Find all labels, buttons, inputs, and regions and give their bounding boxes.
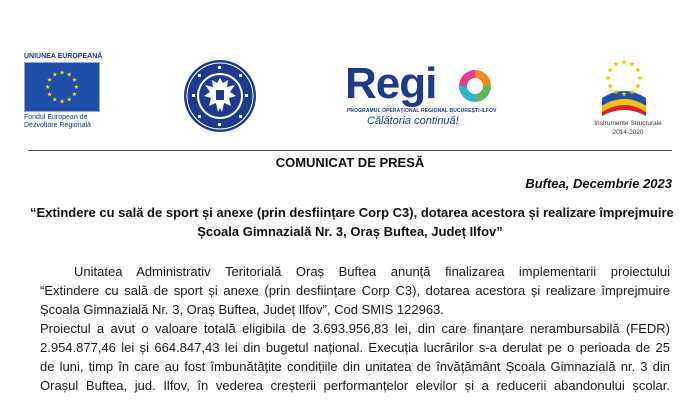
body-line: Școala Gimnazială Nr. 3, Oraș Buftea, Județ Ilfov”, Cod SMIS 122963. xyxy=(40,302,444,317)
eu-caption: UNIUNEA EUROPEANĂ xyxy=(24,53,103,60)
eu-fund-line: Dezvoltare Regională xyxy=(24,122,91,129)
regio-program-name: PROGRAMUL OPERAȚIONAL REGIONAL BUCUREȘTI-ILFOV xyxy=(347,108,497,114)
eu-flag-icon xyxy=(24,62,100,112)
star-icon xyxy=(621,59,627,64)
star-icon xyxy=(607,83,613,88)
eu-fund-line: Fondul European de xyxy=(24,114,88,121)
headline-line: “Extindere cu sală de sport și anexe (prin desființare Corp C3), dotarea acestora și realizare împrejmuire xyxy=(30,205,674,220)
romanian-government-seal-icon xyxy=(182,58,258,134)
star-icon xyxy=(605,75,611,80)
body-line: de luni, timp în care au fost îmbunătățite condițiile din unitatea de învățământ Școala Gimnazială nr. 3 din xyxy=(40,359,670,374)
star-icon xyxy=(635,67,641,72)
star-icon xyxy=(637,75,643,80)
star-icon xyxy=(607,67,613,72)
star-icon xyxy=(613,61,619,66)
eu-logo xyxy=(24,52,103,130)
header-divider xyxy=(28,150,672,151)
body-line: Unitatea Administrativ Teritorială Oraș Buftea anunță finalizarea implementarii proiectului xyxy=(74,264,670,279)
body-line: “Extindere cu sală de sport și anexe (prin desființare Corp C3), dotarea acestora și realizare împrejmuire xyxy=(40,283,670,298)
body-line: Orașul Buftea, jud. Ilfov, în vederea creșterii performanțelor elevilor și a reducerii abandonului școlar. xyxy=(40,378,670,393)
headline-line: Școala Gimnazială Nr. 3, Oraș Buftea, Județ Ilfov” xyxy=(197,224,503,239)
regio-wordmark: Regi xyxy=(345,59,437,108)
press-release-body xyxy=(40,262,670,395)
body-line: Proiectul a avut o valoare totală eligibila de 3.693.956,83 lei, din care finanțare nerambursabilă (FEDR) xyxy=(40,321,670,336)
star-icon xyxy=(629,61,635,66)
regio-colorwheel-icon xyxy=(457,68,493,104)
page-title: COMUNICAT DE PRESĂ xyxy=(275,155,425,170)
eu-fund-name xyxy=(24,114,100,130)
star-icon xyxy=(635,83,641,88)
structural-instruments-period: 2014-2020 xyxy=(612,129,644,136)
structural-instruments-stars-icon xyxy=(592,54,656,118)
structural-instruments-label: Instrumente Structurale xyxy=(594,120,662,127)
structural-instruments-logo xyxy=(578,54,678,146)
logo-banner xyxy=(0,0,700,150)
regio-logo xyxy=(345,59,497,132)
project-headline xyxy=(30,203,674,241)
press-release-date: Buftea, Decembrie 2023 xyxy=(525,176,672,191)
regio-slogan: Călătoria continuă! xyxy=(367,115,459,127)
body-line: 2.954.877,46 lei și 664.847,43 lei din bugetul național. Execuția lucrărilor s-a derulat pe o perioada de 25 xyxy=(40,340,670,355)
